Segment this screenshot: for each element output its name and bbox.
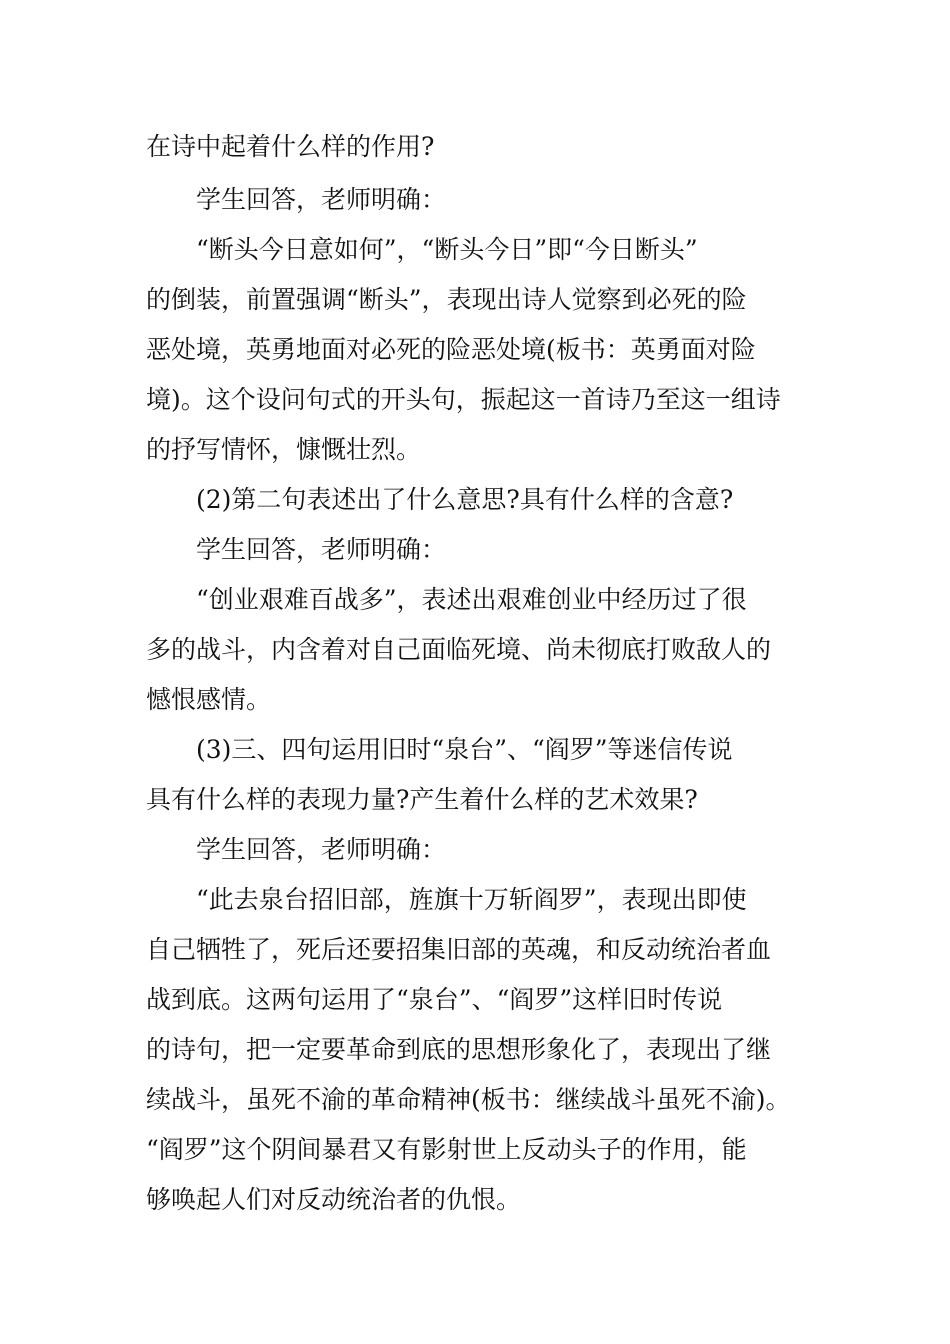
text-line: “此去泉台招旧部，旌旗十万斩阎罗”，表现出即使 <box>196 885 747 914</box>
text-line: “阎罗”这个阴间暴君又有影射世上反动头子的作用，能 <box>146 1135 747 1164</box>
text-line: 的抒写情怀，慷慨壮烈。 <box>146 435 422 464</box>
text-line: 憾恨感情。 <box>146 685 272 714</box>
text-line: 多的战斗，内含着对自己面临死境、尚未彻底打败敌人的 <box>146 635 772 664</box>
text-line: 的倒装，前置强调“断头”，表现出诗人觉察到必死的险 <box>146 285 747 314</box>
text-line: 够唤起人们对反动统治者的仇恨。 <box>146 1185 522 1214</box>
text-line: 境)。这个设问句式的开头句，振起这一首诗乃至这一组诗 <box>146 385 781 414</box>
text-line: 自己牺牲了，死后还要招集旧部的英魂，和反动统治者血 <box>146 935 772 964</box>
text-line: 具有什么样的表现力量?产生着什么样的艺术效果? <box>146 785 698 814</box>
text-line: 续战斗，虽死不渝的革命精神(板书：继续战斗虽死不渝)。 <box>146 1085 791 1114</box>
text-line: (3)三、四句运用旧时“泉台”、“阎罗”等迷信传说 <box>196 735 733 764</box>
text-line: “创业艰难百战多”，表述出艰难创业中经历过了很 <box>196 585 747 614</box>
text-line: 的诗句，把一定要革命到底的思想形象化了，表现出了继 <box>146 1035 772 1064</box>
text-line: 战到底。这两句运用了“泉台”、“阎罗”这样旧时传说 <box>146 985 723 1014</box>
text-line: 在诗中起着什么样的作用? <box>146 132 435 161</box>
text-line: 恶处境，英勇地面对必死的险恶处境(板书：英勇面对险 <box>146 335 756 364</box>
text-line: “断头今日意如何”，“断头今日”即“今日断头” <box>196 235 698 264</box>
text-line: 学生回答，老师明确： <box>196 835 447 864</box>
text-line: 学生回答，老师明确： <box>196 185 447 214</box>
text-line: 学生回答，老师明确： <box>196 535 447 564</box>
text-line: (2)第二句表述出了什么意思?具有什么样的含意? <box>196 485 734 514</box>
